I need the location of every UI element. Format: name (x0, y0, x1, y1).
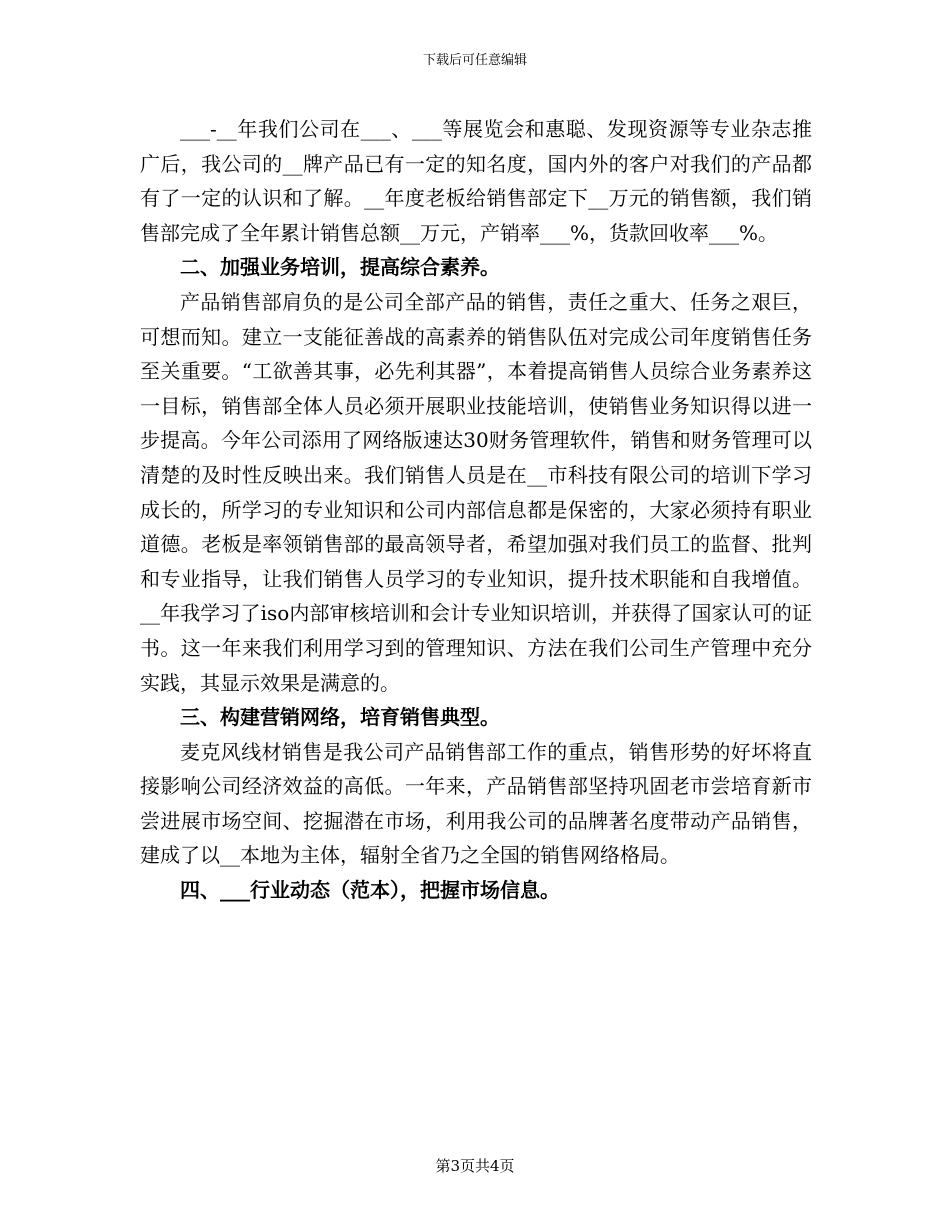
section-heading-training: 二、加强业务培训，提高综合素养。 (180, 255, 500, 280)
section-heading-network: 三、构建营销网络，培育销售典型。 (180, 705, 500, 730)
page-number: 第3页共4页 (435, 1157, 515, 1175)
paragraph-network: 麦克风线材销售是我公司产品销售部工作的重点，销售形势的好坏将直接影响公司经济效益的高低。一年来，产品销售部坚持巩固老市尝培育新市尝进展市场空间、挖掘潜在市场，利用我公司的品牌著名度带动产品销售，建成了以__本地为主体，辐射全省乃之全国的销售网络格局。 (140, 739, 812, 868)
paragraph-training: 产品销售部肩负的是公司全部产品的销售，责任之重大、任务之艰巨，可想而知。建立一支能征善战的高素养的销售队伍对完成公司年度销售任务至关重要。“工欲善其事，必先利其器”，本着提高销售人员综合业务素养这一目标，销售部全体人员必须开展职业技能培训，使销售业务知识得以进一步提高。今年公司添用了网络版速达30财务管理软件，销售和财务管理可以清楚的及时性反映出来。我们销售人员是在__市科技有限公司的培训下学习成长的，所学习的专业知识和公司内部信息都是保密的，大家必须持有职业道德。老板是率领销售部的最高领导者，希望加强对我们员工的监督、批判和专业指导，让我们销售人员学习的专业知识，提升技术职能和自我增值。__年我学习了iso内部审核培训和会计专业知识培训，并获得了国家认可的证书。这一年来我们利用学习到的管理知识、方法在我们公司生产管理中充分实践，其显示效果是满意的。 (140, 289, 812, 695)
document-body (140, 112, 812, 908)
section-heading-industry: 四、___行业动态（范本），把握市场信息。 (180, 878, 560, 903)
page-header: 下载后可任意编辑 (422, 53, 527, 68)
paragraph-sales-summary: ___-__年我们公司在___、___等展览会和惠聪、发现资源等专业杂志推广后，我公司的__牌产品已有一定的知名度，国内外的客户对我们的产品都有了一定的认识和了解。__年度老板给销售部定下__万元的销售额，我们销售部完成了全年累计销售总额__万元，产销率___%，货款回收率___%。 (140, 117, 812, 245)
